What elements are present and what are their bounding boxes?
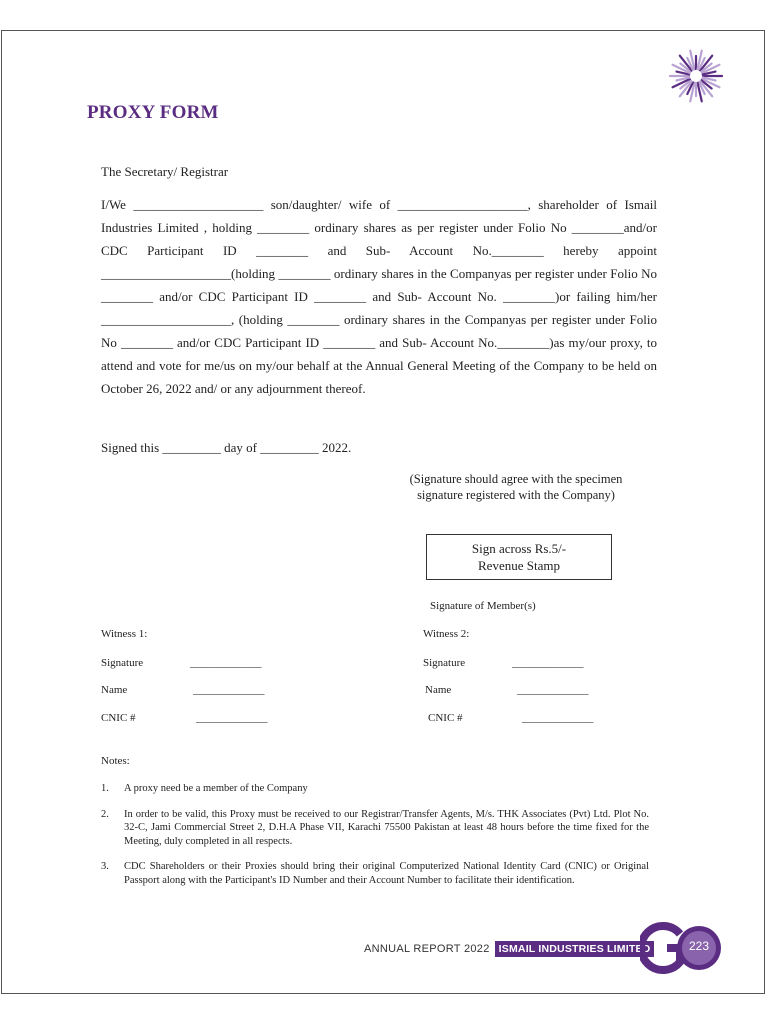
revenue-stamp-box xyxy=(426,534,612,580)
note-text: In order to be valid, this Proxy must be received to our Registrar/Transfer Agents, M/s. THK Associates (Pvt) Ltd. Plot No. 32-C, Jami Commercial Street 2, D.H.A Phase VII, Karachi 75500 Pakistan at least 48 hours before the time fixed for the Meeting, duly completed in all respects. xyxy=(124,808,649,847)
signature-note-line2: signature registered with the Company) xyxy=(417,488,615,502)
note-number: 1. xyxy=(101,783,109,794)
witness-2-cnic-label: CNIC # xyxy=(428,712,463,724)
stamp-box-line1: Sign across Rs.5/- xyxy=(471,541,567,556)
witness-1-heading: Witness 1: xyxy=(101,628,148,640)
body-paragraph-text: I/We ____________________ son/daughter/ wife of ____________________, shareholder of Ismail Industries Limited , holding ________ ordinary shares as per register under Folio No ________and/or CDC Participant ID ________ and Sub- Account No.________ hereby appoint ____________________(holding ________ ordinary shares in the Companyas per register under Folio No ________ and/or CDC Participant ID ________ and Sub- Account No. ________)or failing him/her ____________________, (holding ________ ordinary shares in the Companyas per register under Folio No ________ and/or CDC Participant ID ________ and Sub- Account No.________)as my/our proxy, to attend and vote for me/us on my/our behalf at the Annual General Meeting of the Company to be held on October 26, 2022 and/ or any adjournment thereof. xyxy=(101,197,657,396)
witness-1-cnic-blank: _____________ xyxy=(196,712,268,724)
member-signature-label: Signature of Member(s) xyxy=(430,600,536,612)
witness-1-signature-label: Signature xyxy=(101,657,144,669)
page-title: PROXY FORM xyxy=(87,102,219,123)
footer xyxy=(364,934,654,964)
note-item xyxy=(101,860,649,887)
note-number: 3. xyxy=(101,861,109,872)
stamp-box-line2: Revenue Stamp xyxy=(478,558,560,573)
witness-2-heading: Witness 2: xyxy=(423,628,470,640)
note-number: 2. xyxy=(101,808,109,820)
witness-2-name-label: Name xyxy=(425,684,452,696)
proxy-body-paragraph xyxy=(101,193,657,400)
witness-2-signature-label: Signature xyxy=(423,657,466,669)
note-text: CDC Shareholders or their Proxies should bring their original Computerized National Identity Card (CNIC) or Original Passport along with the Participant's ID Number and their Account Number to facilitate their identification. xyxy=(124,861,649,886)
starburst-logo-icon xyxy=(668,48,724,104)
addressee: The Secretary/ Registrar xyxy=(101,164,229,179)
witness-1-name-label: Name xyxy=(101,684,128,696)
signature-note xyxy=(372,471,660,503)
witness-2-cnic-blank: _____________ xyxy=(522,712,594,724)
footer-annual-report: ANNUAL REPORT 2022 xyxy=(364,943,490,955)
witness-2-signature-blank: _____________ xyxy=(512,657,584,669)
witness-1-name-blank: _____________ xyxy=(193,684,265,696)
notes-heading: Notes: xyxy=(101,755,130,767)
note-item xyxy=(101,782,649,796)
signature-note-line1: (Signature should agree with the specimen xyxy=(409,472,623,486)
witness-1-cnic-label: CNIC # xyxy=(101,712,136,724)
note-text: A proxy need be a member of the Company xyxy=(124,783,308,794)
note-item xyxy=(101,808,649,849)
witness-2-name-blank: _____________ xyxy=(517,684,589,696)
page-number: 223 xyxy=(688,939,710,953)
notes-list xyxy=(101,782,649,899)
witness-1-signature-blank: _____________ xyxy=(190,657,262,669)
signed-line: Signed this _________ day of _________ 2022. xyxy=(101,440,352,455)
footer-company-name: ISMAIL INDUSTRIES LIMITED xyxy=(495,941,655,957)
